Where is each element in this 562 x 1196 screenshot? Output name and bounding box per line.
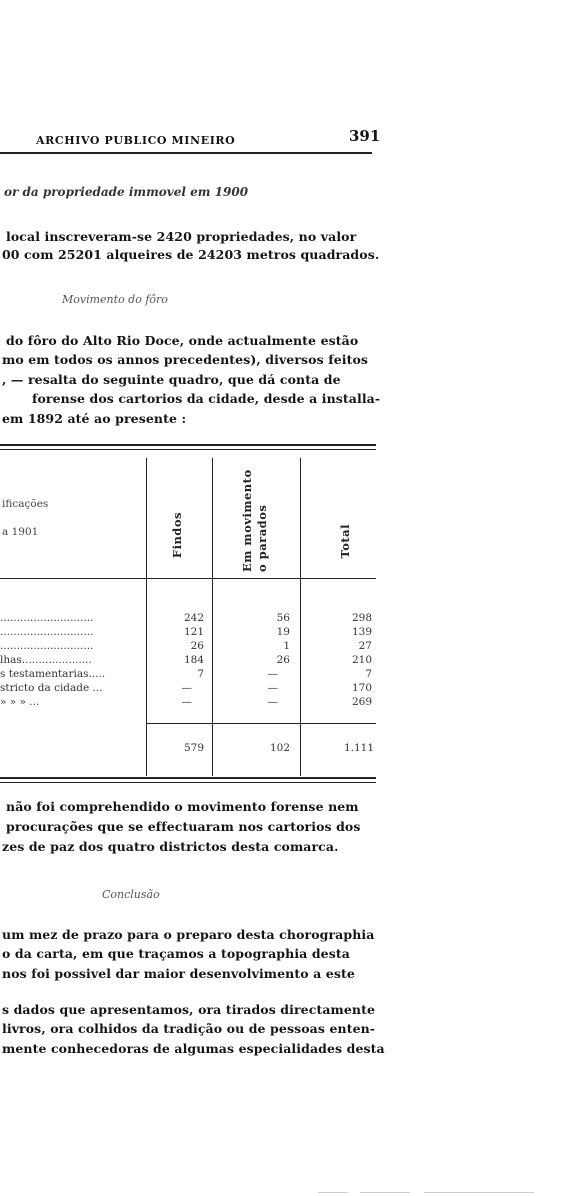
cell-total: 7	[365, 668, 372, 680]
cell-findos: 26	[190, 640, 204, 652]
paragraph-line: 00 com 25201 alqueires de 24203 metros quadrados.	[2, 247, 380, 262]
running-header-title: ARCHIVO PUBLICO MINEIRO	[36, 134, 236, 147]
cell-total: 210	[351, 654, 372, 666]
table-row-label: stricto da cidade ...	[0, 682, 103, 694]
paragraph-line: s dados que apresentamos, ora tirados directamente	[2, 1002, 376, 1017]
paragraph-line: zes de paz dos quatro districtos desta comarca.	[2, 839, 339, 854]
paragraph-line: do fôro do Alto Rio Doce, onde actualmente estão	[6, 333, 359, 348]
cell-movimento: 26	[276, 654, 290, 666]
cell-movimento: 1	[283, 640, 290, 652]
section-heading-conclusion: Conclusão	[102, 888, 160, 901]
cell-movimento: —	[267, 696, 278, 708]
cell-findos: —	[181, 696, 192, 708]
column-divider	[300, 458, 301, 776]
section-heading-movement: Movimento do fôro	[62, 293, 168, 306]
cell-findos: 242	[183, 612, 204, 624]
paragraph-line: mente conhecedoras de algumas especialidades desta	[2, 1041, 385, 1056]
scan-artifact	[360, 1192, 410, 1193]
total-movimento: 102	[269, 742, 290, 754]
paragraph-line: um mez de prazo para o preparo desta chorographia	[2, 927, 375, 942]
cell-movimento: —	[267, 668, 278, 680]
paragraph-line: não foi comprehendido o movimento forense nem	[6, 799, 359, 814]
table-row-label: lhas.....................	[0, 654, 92, 666]
header-divider	[0, 152, 372, 154]
paragraph-line: forense dos cartorios da cidade, desde a installa-	[32, 391, 381, 406]
paragraph-line: procurações que se effectuaram nos cartorios dos	[6, 819, 361, 834]
scan-artifact	[424, 1192, 534, 1193]
paragraph-line: em 1892 até ao presente :	[2, 411, 187, 426]
table-row-label: ............................	[0, 626, 94, 638]
header-bottom-rule-left	[0, 578, 146, 579]
column-header-findos: Findos	[170, 512, 184, 559]
section-heading-property: or da propriedade immovel em 1900	[4, 185, 249, 199]
page-number: 391	[349, 127, 381, 145]
paragraph-line: local inscreveram-se 2420 propriedades, no valor	[6, 229, 357, 244]
paragraph-line: livros, ora colhidos da tradição ou de pessoas enten-	[2, 1021, 376, 1036]
paragraph-line: , — resalta do seguinte quadro, que dá conta de	[2, 372, 341, 387]
total-findos: 579	[183, 742, 204, 754]
paragraph-line: o da carta, em que traçamos a topographia desta	[2, 946, 350, 961]
column-header-movimento: Em movimento o parados	[240, 469, 269, 572]
table-header-period: a 1901	[2, 526, 39, 538]
column-divider	[212, 458, 213, 776]
table-row-label: ............................	[0, 612, 94, 624]
cell-findos: 7	[197, 668, 204, 680]
header-bottom-rule	[146, 578, 376, 579]
table-row-label: » » » ...	[0, 696, 40, 708]
scan-artifact	[318, 1192, 348, 1193]
cell-movimento: 19	[276, 626, 290, 638]
cell-findos: 121	[183, 626, 204, 638]
paragraph-line: mo em todos os annos precedentes), diversos feitos	[2, 352, 369, 367]
cell-movimento: 56	[276, 612, 290, 624]
table-header-classification: ificações	[2, 498, 49, 510]
cell-movimento: —	[267, 682, 278, 694]
cell-findos: —	[181, 682, 192, 694]
column-header-total: Total	[338, 524, 352, 559]
cell-total: 269	[351, 696, 372, 708]
table-bottom-rule-thin	[0, 782, 376, 783]
totals-rule	[146, 723, 376, 724]
cell-total: 139	[351, 626, 372, 638]
table-row-label: ............................	[0, 640, 94, 652]
table-row-label: s testamentarias.....	[0, 668, 106, 680]
table-top-rule	[0, 444, 376, 446]
paragraph-line: nos foi possivel dar maior desenvolvimento a este	[2, 966, 355, 981]
total-overall: 1.111	[343, 742, 374, 754]
cell-total: 27	[358, 640, 372, 652]
cell-findos: 184	[183, 654, 204, 666]
cell-total: 170	[351, 682, 372, 694]
column-divider	[146, 458, 147, 776]
table-bottom-rule	[0, 777, 376, 779]
cell-total: 298	[351, 612, 372, 624]
table-top-rule-thin	[0, 449, 376, 450]
